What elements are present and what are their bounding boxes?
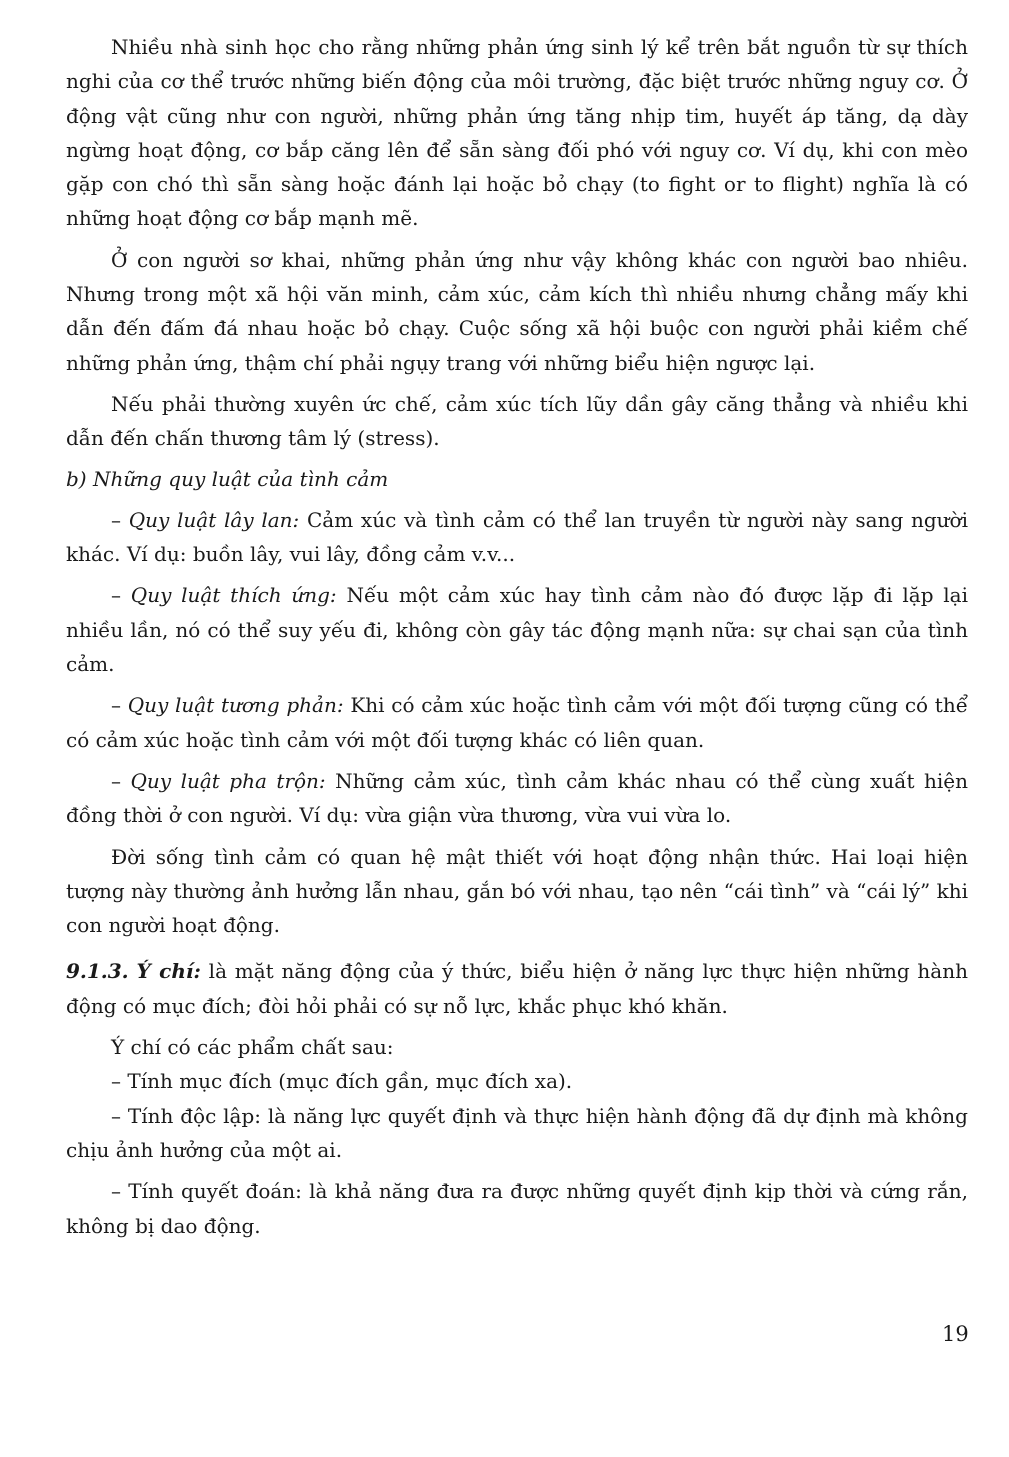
page-body xyxy=(66,30,968,1243)
list-item: – Tính mục đích (mục đích gần, mục đích xa). xyxy=(111,1069,573,1094)
law-name: Quy luật lây lan: xyxy=(128,507,300,532)
law-name: Quy luật pha trộn: xyxy=(130,768,326,793)
law-name: Quy luật tương phản: xyxy=(127,693,344,718)
law-item: – Quy luật tương phản: Khi có cảm xúc hoặc tình cảm với một đối tượng cũng có thể có cảm xúc hoặc tình cảm với một đối tượng khác có liên quan. xyxy=(66,693,969,752)
law-item: – Quy luật thích ứng: Nếu một cảm xúc hay tình cảm nào đó được lặp đi lặp lại nhiều lần, nó có thể suy yếu đi, không còn gây tác động mạnh nữa: sự chai sạn của tình cảm. xyxy=(66,583,969,677)
page-number: 19 xyxy=(942,1322,969,1346)
paragraph-physiological-adaptation: Nhiều nhà sinh học cho rằng những phản ứng sinh lý kể trên bắt nguồn từ sự thích nghi của cơ thể trước những biến động của môi trường, đặc biệt trước những nguy cơ. Ở động vật cũng như con người, những phản ứng tăng nhịp tim, huyết áp tăng, dạ dày ngừng hoạt động, cơ bắp căng lên để sẵn sàng đối phó với nguy cơ. Ví dụ, khi con mèo gặp con chó thì sẵn sàng hoặc đánh lại hoặc bỏ chạy (to fight or to flight) nghĩa là có những hoạt động cơ bắp mạnh mẽ. xyxy=(66,35,968,231)
paragraph-stress: Nếu phải thường xuyên ức chế, cảm xúc tích lũy dần gây căng thẳng và nhiều khi dẫn đến chấn thương tâm lý (stress). xyxy=(66,391,968,451)
law-item: – Quy luật lây lan: Cảm xúc và tình cảm có thể lan truyền từ người này sang người khác. Ví dụ: buồn lây, vui lây, đồng cảm v.v... xyxy=(66,507,968,567)
list-item: – Tính quyết đoán: là khả năng đưa ra được những quyết định kịp thời và cứng rắn, không bị dao động. xyxy=(66,1179,968,1238)
qualities-intro: Ý chí có các phẩm chất sau: xyxy=(111,1035,394,1060)
paragraph-emotion-cognition: Đời sống tình cảm có quan hệ mật thiết với hoạt động nhận thức. Hai loại hiện tượng này thường ảnh hưởng lẫn nhau, gắn bó với nhau, tạo nên “cái tình” và “cái lý” khi con người hoạt động. xyxy=(66,844,968,938)
law-name: Quy luật thích ứng: xyxy=(130,583,337,608)
list-item: – Tính độc lập: là năng lực quyết định và thực hiện hành động đã dự định mà không chịu ảnh hưởng của một ai. xyxy=(66,1103,968,1162)
section-title: Ý chí: xyxy=(136,959,201,984)
section-number: 9.1.3. xyxy=(66,959,129,984)
heading-laws-of-emotion: b) Những quy luật của tình cảm xyxy=(66,466,389,491)
section-will: 9.1.3. Ý chí: là mặt năng động của ý thức, biểu hiện ở năng lực thực hiện những hành động có mục đích; đòi hỏi phải có sự nỗ lực, khắc phục khó khăn. xyxy=(66,959,968,1018)
paragraph-primitive-humans: Ở con người sơ khai, những phản ứng như vậy không khác con người bao nhiêu. Nhưng trong một xã hội văn minh, cảm xúc, cảm kích thì nhiều nhưng chẳng mấy khi dẫn đến đấm đá nhau hoặc bỏ chạy. Cuộc sống xã hội buộc con người phải kiềm chế những phản ứng, thậm chí phải ngụy trang với những biểu hiện ngược lại. xyxy=(66,247,968,375)
law-item: – Quy luật pha trộn: Những cảm xúc, tình cảm khác nhau có thể cùng xuất hiện đồng thời ở con người. Ví dụ: vừa giận vừa thương, vừa vui vừa lo. xyxy=(66,768,968,828)
